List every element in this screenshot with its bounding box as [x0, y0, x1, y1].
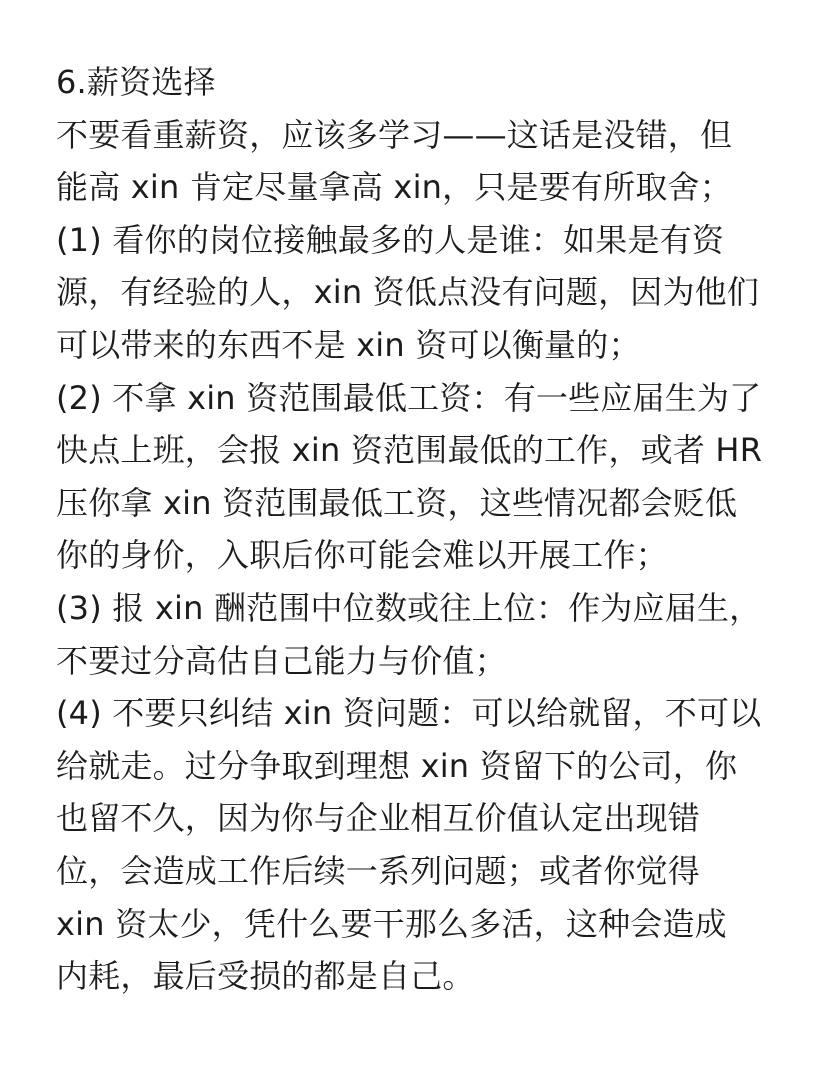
text-line: 内耗，最后受损的都是自己。 [56, 957, 475, 996]
text-line: 位，会造成工作后续一系列问题；或者你觉得 [56, 851, 701, 890]
text-line: 快点上班，会报 xin 资范围最低的工作，或者 HR [56, 431, 763, 470]
list-item-3-line: (3) 报 xin 酬范围中位数或往上位：作为应届生， [56, 588, 762, 627]
text-line: 能高 xin 肯定尽量拿高 xin，只是要有所取舍； [56, 168, 732, 207]
text-line: 不要看重薪资，应该多学习——这话是没错，但 [56, 115, 733, 154]
text-line: 给就走。过分争取到理想 xin 资留下的公司，你 [56, 746, 738, 785]
list-item-1-line: (1) 看你的岗位接触最多的人是谁：如果是有资 [56, 220, 725, 259]
text-line: 可以带来的东西不是 xin 资可以衡量的； [56, 325, 641, 364]
text-line: xin 资太少，凭什么要干那么多活，这种会造成 [56, 904, 727, 943]
document-body [56, 56, 786, 1003]
section-heading: 6.薪资选择 [56, 63, 216, 101]
text-line: 压你拿 xin 资范围最低工资，这些情况都会贬低 [56, 483, 738, 522]
text-line: 你的身价，入职后你可能会难以开展工作； [56, 536, 668, 575]
list-item-2-line: (2) 不拿 xin 资范围最低工资：有一些应届生为了 [56, 378, 762, 417]
text-line: 不要过分高估自己能力与价值； [56, 641, 507, 680]
text-line: 也留不久，因为你与企业相互价值认定出现错 [56, 799, 701, 838]
list-item-4-line: (4) 不要只纠结 xin 资问题：可以给就留，不可以 [56, 694, 762, 733]
text-line: 源，有经验的人，xin 资低点没有问题，因为他们 [56, 273, 760, 312]
